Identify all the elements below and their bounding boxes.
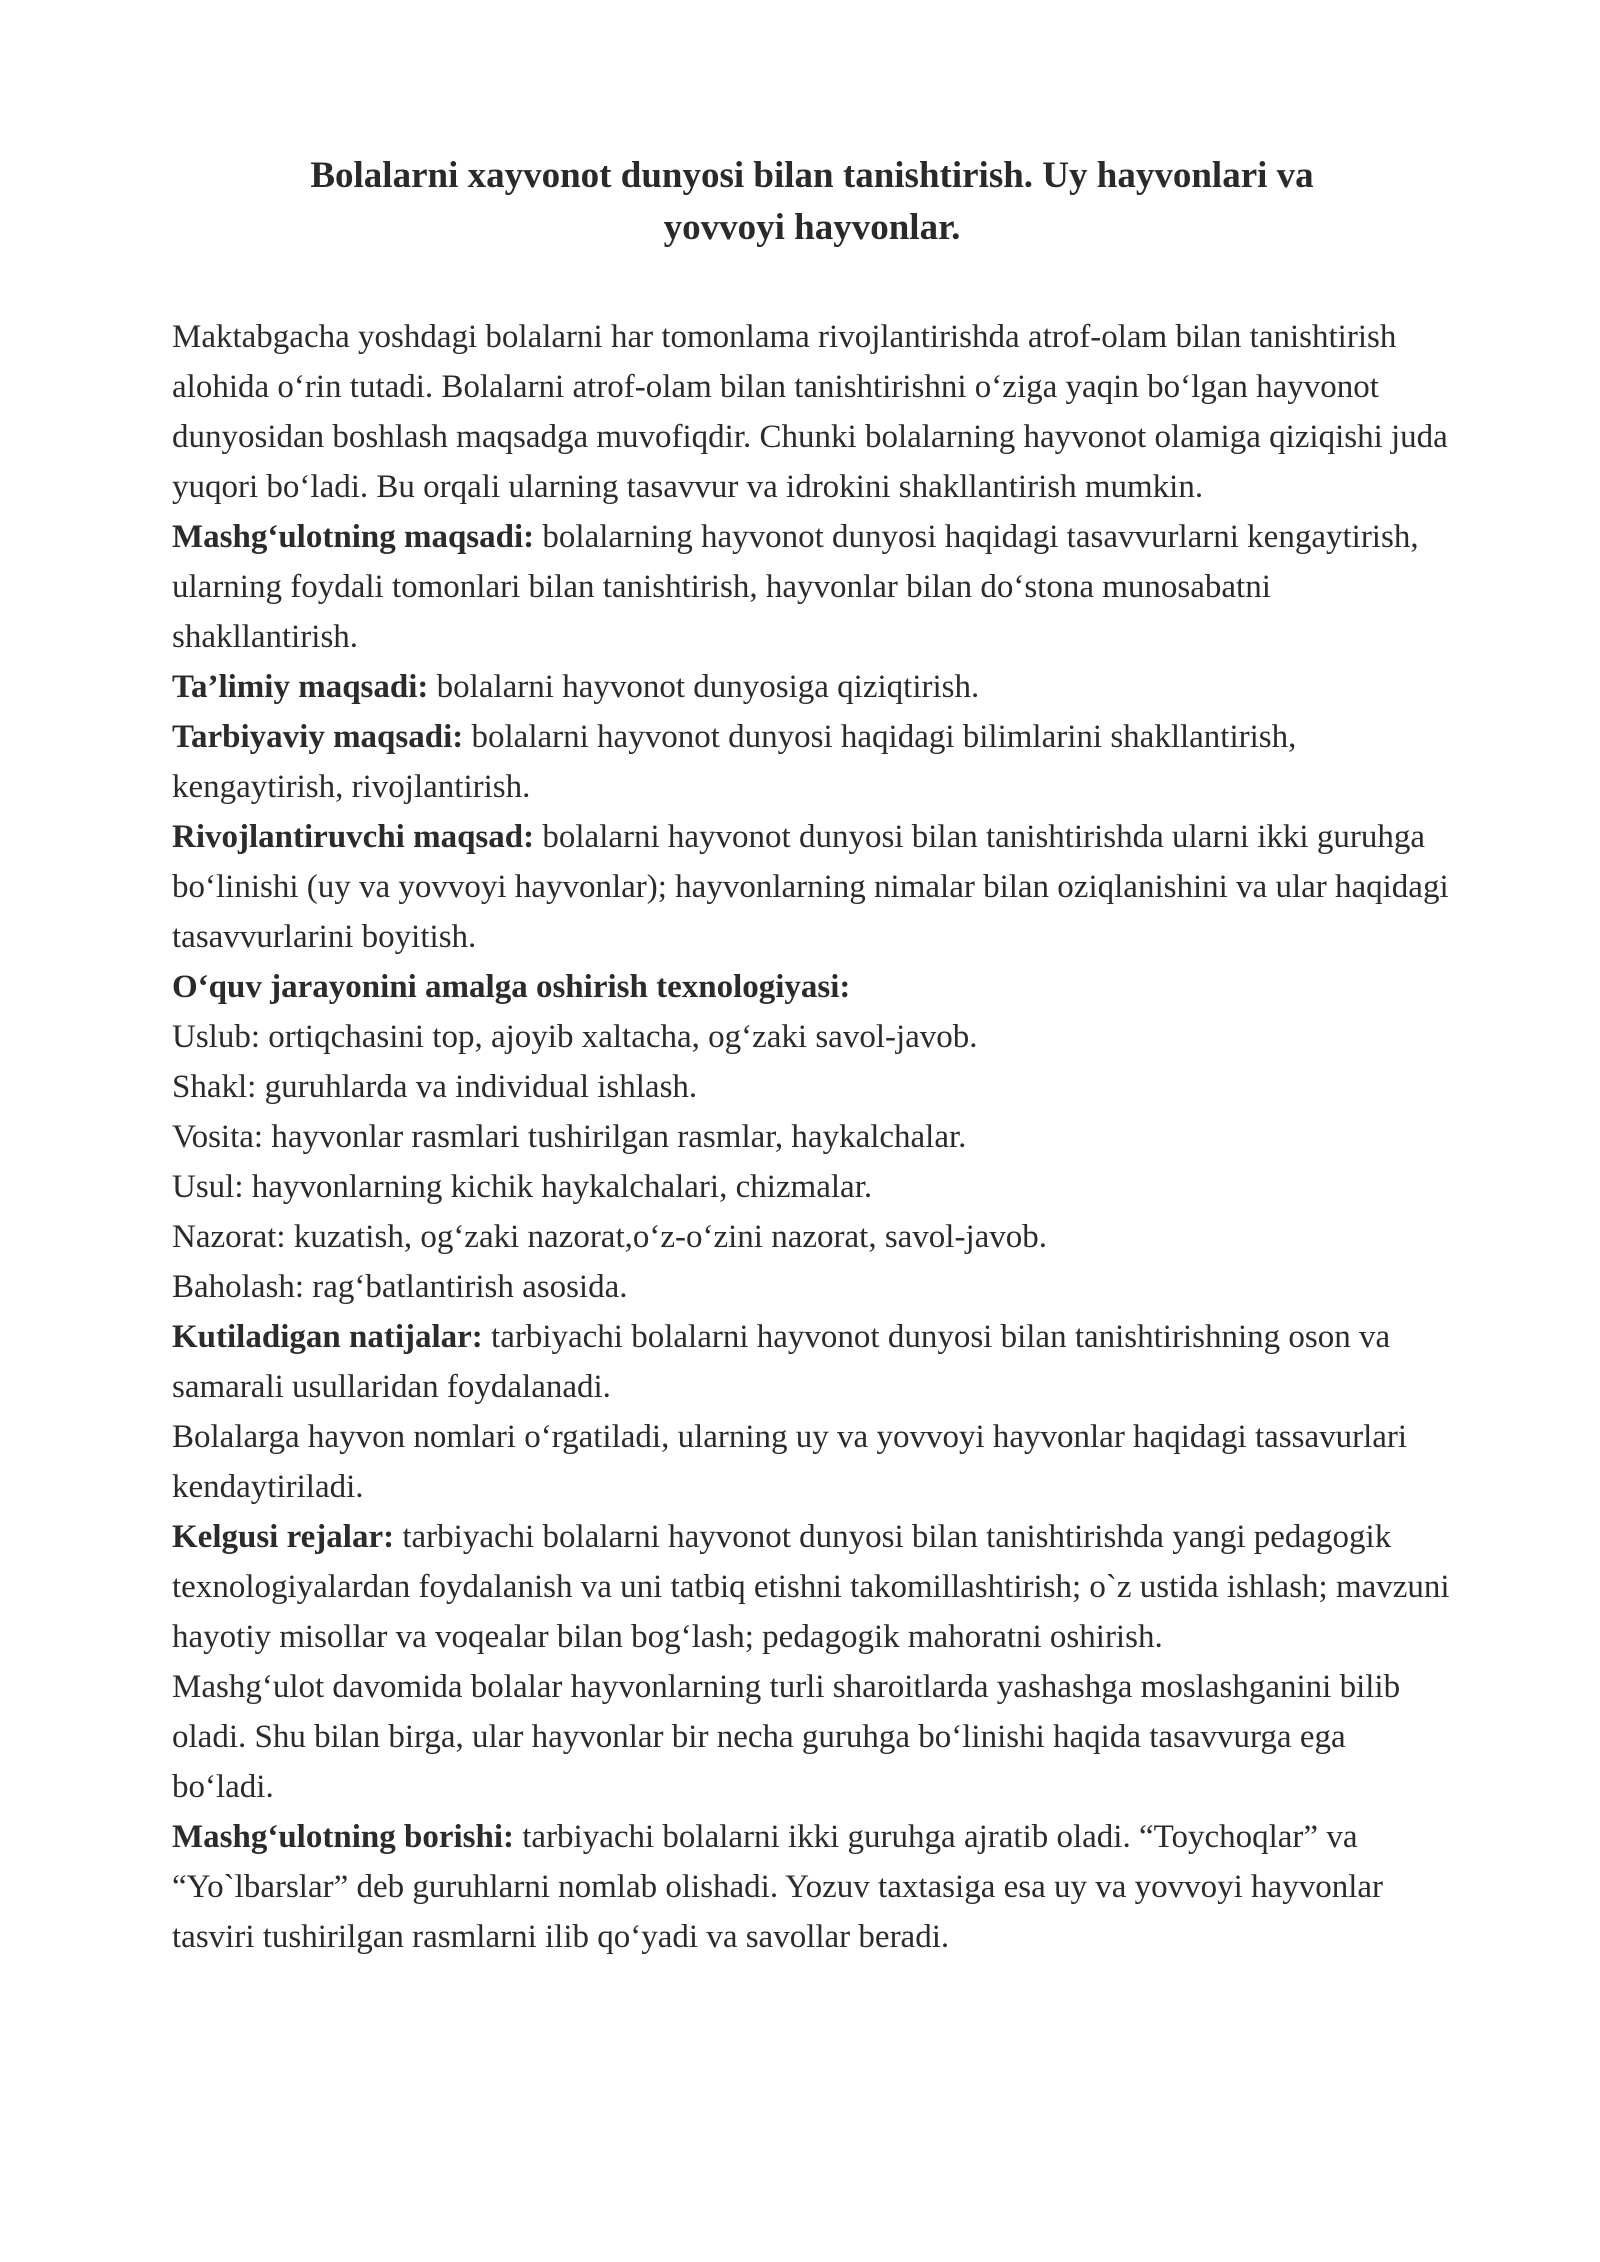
method-line: Uslub: ortiqchasini top, ajoyib xaltacha, og‘zaki savol-javob. bbox=[172, 1019, 978, 1055]
document-body bbox=[172, 312, 1452, 1962]
course-paragraph bbox=[172, 1812, 1452, 1962]
developmental-goal-label: Rivojlantiruvchi maqsad: bbox=[172, 819, 535, 855]
document-title bbox=[172, 150, 1452, 254]
results-extra-paragraph: Bolalarga hayvon nomlari o‘rgatiladi, ularning uy va yovvoyi hayvonlar haqidagi tassavurlari kendaytiriladi. bbox=[172, 1419, 1408, 1505]
goal-text: bolalarning hayvonot dunyosi haqidagi tasavvurlarni kengaytirish, ularning foydali tomonlari bilan tanishtirish, hayvonlar bilan do‘stona munosabatni shakllantirish. bbox=[172, 519, 1419, 655]
technology-heading: O‘quv jarayonini amalga oshirish texnologiyasi: bbox=[172, 969, 851, 1005]
educational-goal-label: Ta’limiy maqsadi: bbox=[172, 669, 429, 705]
plans-label: Kelgusi rejalar: bbox=[172, 1519, 395, 1555]
title-line-2: yovvoyi hayvonlar. bbox=[663, 207, 961, 248]
technique-line: Usul: hayvonlarning kichik haykalchalari, chizmalar. bbox=[172, 1169, 873, 1205]
results-text: tarbiyachi bolalarni hayvonot dunyosi bilan tanishtirishning oson va samarali usullaridan foydalanadi. bbox=[172, 1319, 1391, 1405]
course-label: Mashg‘ulotning borishi: bbox=[172, 1819, 514, 1855]
title-line-1: Bolalarni xayvonot dunyosi bilan tanishtirish. Uy hayvonlari va bbox=[310, 155, 1314, 196]
control-line: Nazorat: kuzatish, og‘zaki nazorat,o‘z-o‘zini nazorat, savol-javob. bbox=[172, 1219, 1048, 1255]
plans-paragraph bbox=[172, 1512, 1452, 1662]
upbringing-goal-paragraph bbox=[172, 712, 1452, 812]
document-page bbox=[172, 150, 1452, 1962]
educational-goal-text: bolalarni hayvonot dunyosiga qiziqtirish. bbox=[428, 669, 980, 705]
upbringing-goal-label: Tarbiyaviy maqsadi: bbox=[172, 719, 464, 755]
results-paragraph bbox=[172, 1312, 1452, 1412]
developmental-goal-text: bolalarni hayvonot dunyosi bilan tanishtirishda ularni ikki guruhga bo‘linishi (uy va yovvoyi hayvonlar); hayvonlarning nimalar bilan oziqlanishini va ular haqidagi tasavvurlarini boyitish. bbox=[172, 819, 1449, 955]
course-text: tarbiyachi bolalarni ikki guruhga ajratib oladi. “Toychoqlar” va “Yo`lbarslar” deb guruhlarni nomlab olishadi. Yozuv taxtasiga esa uy va yovvoyi hayvonlar tasviri tushirilgan rasmlarni ilib qo‘yadi va savollar beradi. bbox=[172, 1819, 1383, 1955]
educational-goal-paragraph bbox=[172, 662, 1452, 712]
lesson-note-paragraph: Mashg‘ulot davomida bolalar hayvonlarning turli sharoitlarda yashashga moslashganini bilib oladi. Shu bilan birga, ular hayvonlar bir necha guruhga bo‘linishi haqida tasavvurga ega bo‘ladi. bbox=[172, 1669, 1401, 1805]
intro-paragraph: Maktabgacha yoshdagi bolalarni har tomonlama rivojlantirishda atrof-olam bilan tanishtirish alohida o‘rin tutadi. Bolalarni atrof-olam bilan tanishtirishni o‘ziga yaqin bo‘lgan hayvonot dunyosidan boshlash maqsadga muvofiqdir. Chunki bolalarning hayvonot olamiga qiziqishi juda yuqori bo‘ladi. Bu orqali ularning tasavvur va idrokini shakllantirish mumkin. bbox=[172, 319, 1448, 505]
developmental-goal-paragraph bbox=[172, 812, 1452, 962]
results-label: Kutiladigan natijalar: bbox=[172, 1319, 483, 1355]
goal-label: Mashg‘ulotning maqsadi: bbox=[172, 519, 535, 555]
means-line: Vosita: hayvonlar rasmlari tushirilgan rasmlar, haykalchalar. bbox=[172, 1119, 967, 1155]
assessment-line: Baholash: rag‘batlantirish asosida. bbox=[172, 1269, 628, 1305]
upbringing-goal-text: bolalarni hayvonot dunyosi haqidagi bilimlarini shakllantirish, kengaytirish, rivojlantirish. bbox=[172, 719, 1297, 805]
plans-text: tarbiyachi bolalarni hayvonot dunyosi bilan tanishtirishda yangi pedagogik texnologiyalardan foydalanish va uni tatbiq etishni takomillashtirish; o`z ustida ishlash; mavzuni hayotiy misollar va voqealar bilan bog‘lash; pedagogik mahoratni oshirish. bbox=[172, 1519, 1450, 1655]
goal-paragraph bbox=[172, 512, 1452, 662]
form-line: Shakl: guruhlarda va individual ishlash. bbox=[172, 1069, 698, 1105]
